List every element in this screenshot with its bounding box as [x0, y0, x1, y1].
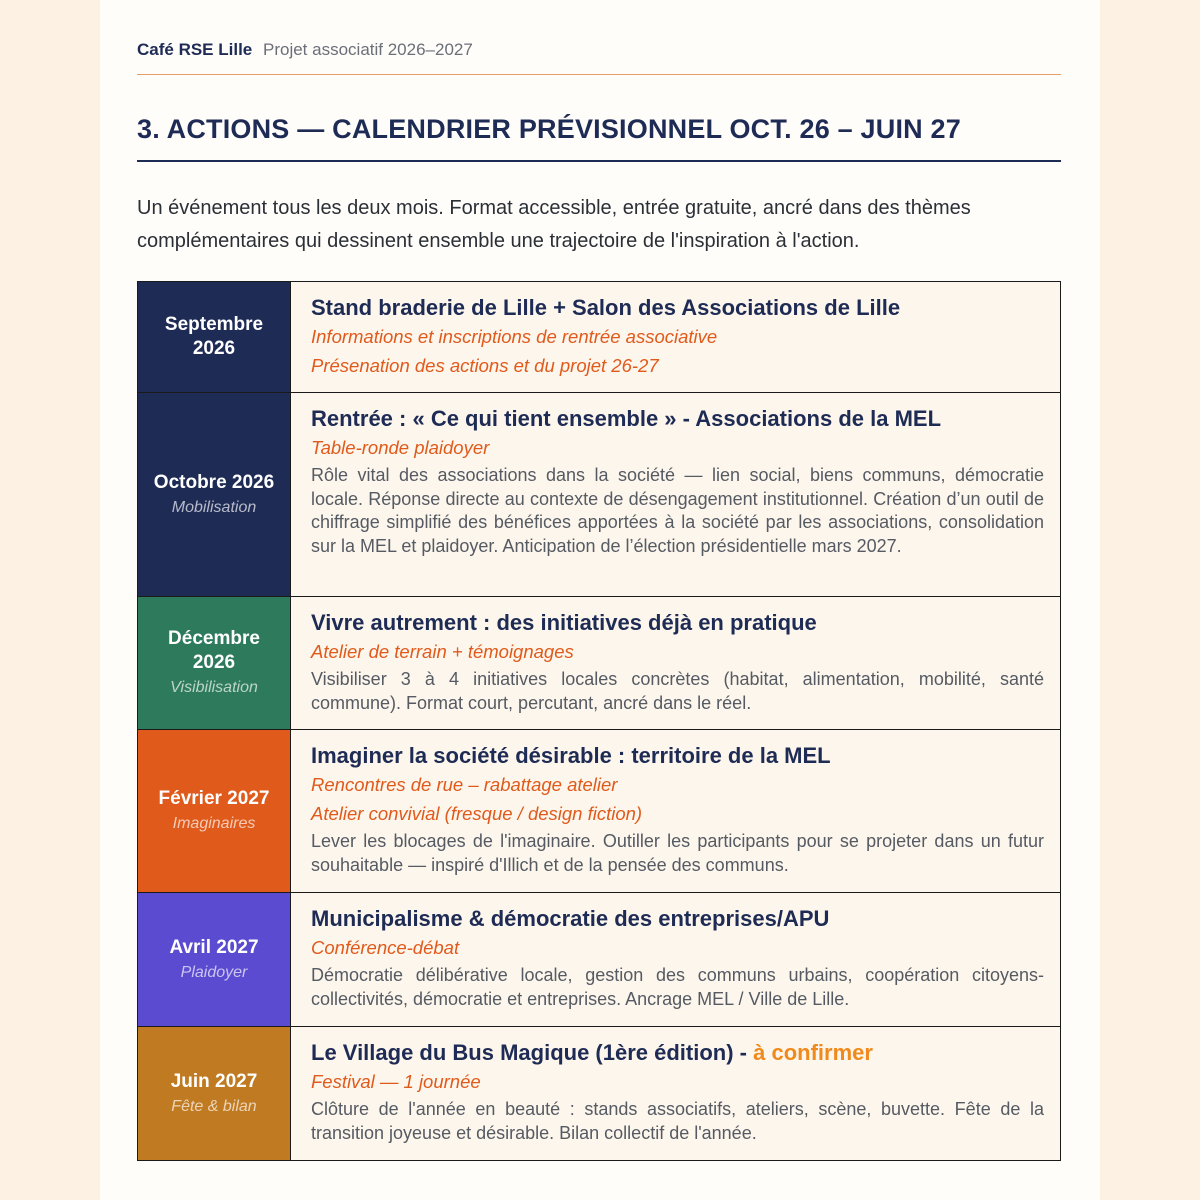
event-title-text: Municipalisme & démocratie des entreprises/APU — [311, 906, 830, 931]
event-phase-tag: Visibilisation — [170, 679, 258, 696]
event-title — [311, 609, 1044, 637]
event-format: Table-ronde plaidoyer — [311, 437, 490, 458]
event-date: Avril 2027 — [169, 936, 259, 958]
event-title-text: Rentrée : « Ce qui tient ensemble » - Associations de la MEL — [311, 406, 942, 431]
event-date: Septembre 2026 — [164, 314, 264, 359]
event-title-text: Le Village du Bus Magique (1ère édition) - — [311, 1040, 754, 1065]
event-title-text: Imaginer la société désirable : territoire de la MEL — [311, 743, 831, 768]
intro-paragraph: Un événement tous les deux mois. Format accessible, entrée gratuite, ancré dans des thèmes complémentaires qui dessinent ensemble une trajectoire de l'inspiration à l'action. — [137, 197, 971, 252]
event-content-cell — [291, 393, 1060, 596]
event-row — [138, 1027, 1060, 1160]
event-content-cell — [291, 893, 1060, 1026]
event-title — [311, 1039, 1044, 1067]
page-header — [137, 40, 1061, 75]
event-date-cell — [138, 1027, 291, 1160]
event-phase-tag: Plaidoyer — [180, 963, 248, 981]
event-title — [311, 742, 1044, 770]
event-phase-tag: Mobilisation — [171, 498, 257, 516]
event-row — [138, 282, 1060, 393]
section-title: 3. ACTIONS — CALENDRIER PRÉVISIONNEL OCT. 26 – JUIN 27 — [137, 114, 1061, 162]
event-title — [311, 405, 1044, 433]
event-row — [138, 597, 1060, 730]
event-title-text: Stand braderie de Lille + Salon des Associations de Lille — [311, 295, 901, 320]
event-content-cell — [291, 730, 1060, 892]
event-format: Festival — 1 journée — [311, 1071, 481, 1092]
event-title — [311, 905, 1044, 933]
event-date-cell — [138, 893, 291, 1026]
event-title-text: Vivre autrement : des initiatives déjà en pratique — [311, 610, 817, 635]
event-description: Rôle vital des associations dans la société — lien social, biens communs, démocratie locale. Réponse directe au contexte de désengagement institutionnel. Création d’un outil de chiffrage simplifié des bénéfices apportées à la société par les associations, consolidation sur la MEL et plaidoyer. Anticipation de l’élection présidentielle mars 2027. — [311, 465, 1044, 556]
event-content-cell — [291, 597, 1060, 729]
event-date-cell — [138, 282, 291, 392]
event-date: Février 2027 — [158, 788, 270, 809]
event-date: Octobre 2026 — [153, 471, 275, 493]
event-date: Décembre 2026 — [168, 628, 260, 673]
event-date-cell — [138, 597, 291, 729]
event-description: Clôture de l'année en beauté : stands associatifs, ateliers, scène, buvette. Fête de la transition joyeuse et désirable. Bilan collectif de l'année. — [311, 1099, 1044, 1143]
event-row — [138, 893, 1060, 1027]
event-row — [138, 393, 1060, 597]
event-format: Rencontres de rue – rabattage atelier — [311, 774, 618, 795]
event-description: Visibiliser 3 à 4 initiatives locales concrètes (habitat, alimentation, mobilité, santé commune). Format court, percutant, ancré dans le réel. — [311, 669, 1044, 713]
event-phase-tag: Imaginaires — [172, 815, 256, 832]
event-format: Informations et inscriptions de rentrée associative — [311, 326, 718, 347]
event-content-cell — [291, 282, 1060, 392]
header-project: Projet associatif 2026–2027 — [263, 40, 473, 59]
header-organization: Café RSE Lille — [137, 40, 253, 59]
event-format: Atelier convivial (fresque / design fiction) — [311, 803, 643, 824]
event-format: Conférence-débat — [311, 937, 460, 958]
event-description: Lever les blocages de l'imaginaire. Outiller les participants pour se projeter dans un futur souhaitable — inspiré d'Illich et de la pensée des communs. — [311, 831, 1044, 875]
event-phase-tag: Fête & bilan — [171, 1097, 257, 1115]
document-page — [100, 0, 1100, 1200]
event-date: Juin 2027 — [170, 1070, 258, 1092]
event-content-cell — [291, 1027, 1060, 1160]
event-row — [138, 730, 1060, 893]
event-format: Présenation des actions et du projet 26-27 — [311, 355, 659, 376]
events-timeline — [137, 281, 1061, 1161]
event-date-cell — [138, 730, 291, 892]
event-description: Démocratie délibérative locale, gestion des communs urbains, coopération citoyens-collectivités, démocratie et entreprises. Ancrage MEL / Ville de Lille. — [311, 965, 1044, 1009]
event-title — [311, 294, 1044, 322]
event-status-note: à confirmer — [753, 1040, 873, 1065]
event-date-cell — [138, 393, 291, 596]
event-format: Atelier de terrain + témoignages — [311, 641, 574, 662]
